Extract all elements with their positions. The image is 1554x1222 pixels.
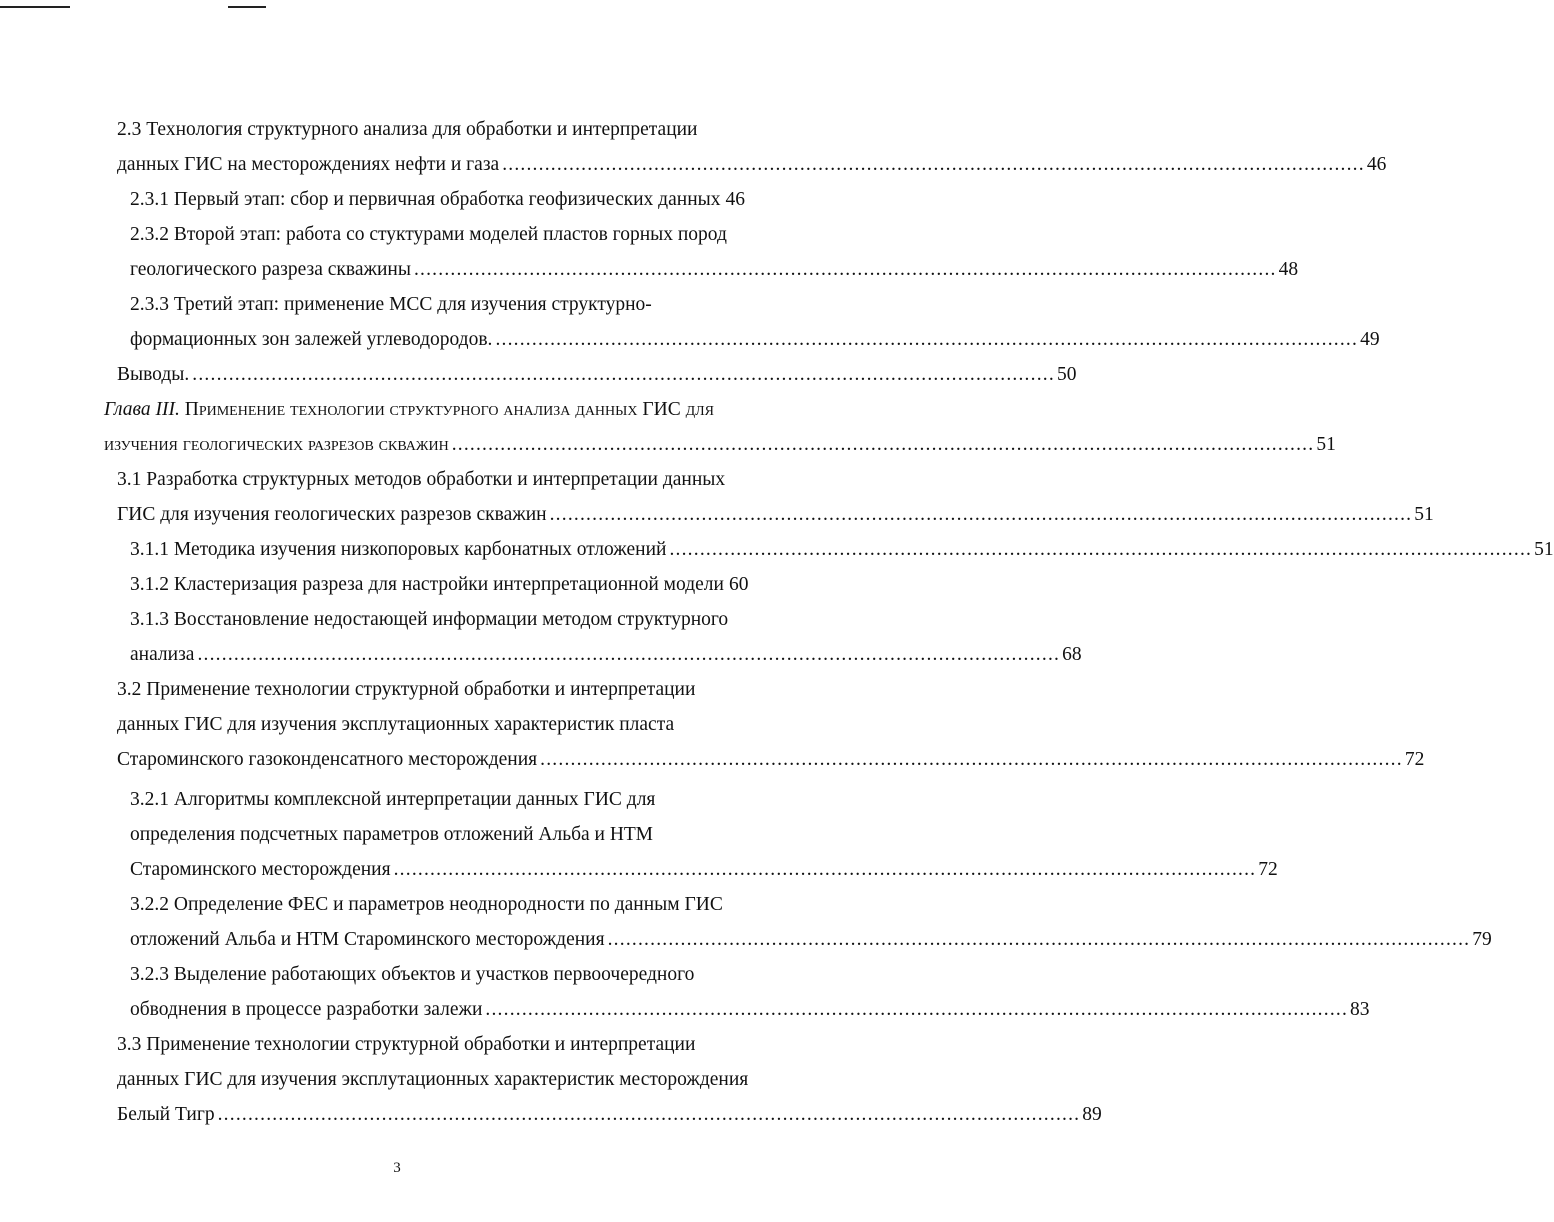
- page-ref: 51: [1534, 539, 1554, 560]
- page-ref: 46: [1366, 154, 1387, 175]
- leader-dots: ..............................................................................................................................................: [192, 364, 1055, 385]
- toc-line-3-2-3-cont: обводнения в процессе разработки залежи .............................................................................................................................................. 83: [130, 995, 738, 1025]
- toc-line-2-3-3: 2.3.3 Третий этап: применение МСС для изучения структурно-: [130, 294, 652, 315]
- leader-dots: ..............................................................................................................................................: [495, 329, 1359, 350]
- leader-dots: ..............................................................................................................................................: [549, 504, 1413, 525]
- page-number: 3: [393, 1160, 401, 1176]
- toc-line-2-3-2-cont: геологического разреза скважины .............................................................................................................................................. 48: [130, 255, 738, 285]
- toc-line-3-2-cont-2: Староминского газоконденсатного месторождения .............................................................................................................................................. 72: [117, 745, 738, 775]
- toc-line-3-3-cont-2: Белый Тигр .............................................................................................................................................. 89: [117, 1100, 738, 1130]
- page-ref: 51: [1414, 504, 1434, 525]
- toc-line-3-2-2: 3.2.2 Определение ФЕС и параметров неоднородности по данным ГИС: [130, 894, 723, 915]
- toc-line-2-3-cont: данных ГИС на месторождениях нефти и газа .............................................................................................................................................. 46: [117, 150, 738, 180]
- toc-line-3-3-cont: данных ГИС для изучения эксплутационных характеристик месторождения: [117, 1069, 749, 1090]
- leader-dots: ..............................................................................................................................................: [393, 859, 1257, 880]
- page-ref: 50: [1056, 364, 1077, 385]
- toc-line-conclusions: Выводы. .............................................................................................................................................. 50: [117, 360, 738, 390]
- toc-line-3-2-1: 3.2.1 Алгоритмы комплексной интерпретации данных ГИС для: [130, 789, 656, 810]
- toc-line-3-2-1-cont: определения подсчетных параметров отложений Альба и НТМ: [130, 824, 653, 845]
- leader-dots: ..............................................................................................................................................: [607, 929, 1471, 950]
- toc-line-3-1-1: 3.1.1 Методика изучения низкопоровых карбонатных отложений .............................................................................................................................................. 51: [130, 535, 738, 565]
- leader-dots: ..............................................................................................................................................: [413, 259, 1277, 280]
- leader-dots: ..............................................................................................................................................: [451, 434, 1315, 455]
- leader-dots: ..............................................................................................................................................: [540, 749, 1403, 770]
- toc-line-3-1-3-cont: анализа .............................................................................................................................................. 68: [130, 640, 738, 670]
- toc-line-3-1-cont: ГИС для изучения геологических разрезов скважин .............................................................................................................................................. 51: [117, 500, 738, 530]
- leader-dots: ..............................................................................................................................................: [485, 999, 1349, 1020]
- toc-line-2-3-2: 2.3.2 Второй этап: работа со стуктурами моделей пластов горных пород: [130, 224, 727, 245]
- toc-line-3-1-2: 3.1.2 Кластеризация разреза для настройки интерпретационной модели 60: [130, 570, 738, 600]
- toc-line-3-2-1-cont-2: Староминского месторождения .............................................................................................................................................. 72: [130, 855, 738, 885]
- toc-line-3-1-3: 3.1.3 Восстановление недостающей информации методом структурного: [130, 609, 729, 630]
- page-ref: 72: [1404, 749, 1425, 770]
- toc-line-3-1: 3.1 Разработка структурных методов обработки и интерпретации данных: [117, 469, 726, 490]
- toc-line-chapter-3: Глава III. Применение технологии структурного анализа данных ГИС для: [104, 399, 714, 420]
- toc-line-chapter-3-cont: изучения геологических разрезов скважин .............................................................................................................................................. 51: [104, 430, 738, 460]
- page-ref: 89: [1082, 1104, 1102, 1125]
- toc-line-2-3: 2.3 Технология структурного анализа для обработки и интерпретации: [117, 119, 698, 140]
- leader-dots: ..............................................................................................................................................: [502, 154, 1365, 175]
- scan-artifact-line-left: [0, 6, 70, 8]
- page-ref: 83: [1350, 999, 1370, 1020]
- leader-dots: ..............................................................................................................................................: [217, 1104, 1081, 1125]
- page-ref: 51: [1316, 434, 1336, 455]
- toc-line-2-3-3-cont: формационных зон залежей углеводородов. .............................................................................................................................................. 49: [130, 325, 738, 355]
- toc-line-3-2-3: 3.2.3 Выделение работающих объектов и участков первоочередного: [130, 964, 695, 985]
- leader-dots: ..............................................................................................................................................: [669, 539, 1533, 560]
- page-ref: 46: [725, 189, 745, 210]
- toc-line-3-2-2-cont: отложений Альба и НТМ Староминского месторождения .............................................................................................................................................. 79: [130, 925, 738, 955]
- toc-line-3-2: 3.2 Применение технологии структурной обработки и интерпретации: [117, 679, 696, 700]
- page-ref: 79: [1472, 929, 1492, 950]
- page-ref: 60: [728, 574, 749, 595]
- scan-artifact-line-right: [228, 6, 266, 8]
- toc-line-3-3: 3.3 Применение технологии структурной обработки и интерпретации: [117, 1034, 696, 1055]
- page-ref: 68: [1062, 644, 1082, 665]
- toc-line-2-3-1: 2.3.1 Первый этап: сбор и первичная обработка геофизических данных 46: [130, 185, 738, 215]
- chapter-prefix: Глава III.: [104, 399, 180, 420]
- leader-dots: ..............................................................................................................................................: [197, 644, 1061, 665]
- page-ref: 48: [1278, 259, 1299, 280]
- page-ref: 49: [1360, 329, 1380, 350]
- toc-line-3-2-cont: данных ГИС для изучения эксплутационных характеристик пласта: [117, 714, 675, 735]
- page-ref: 72: [1258, 859, 1278, 880]
